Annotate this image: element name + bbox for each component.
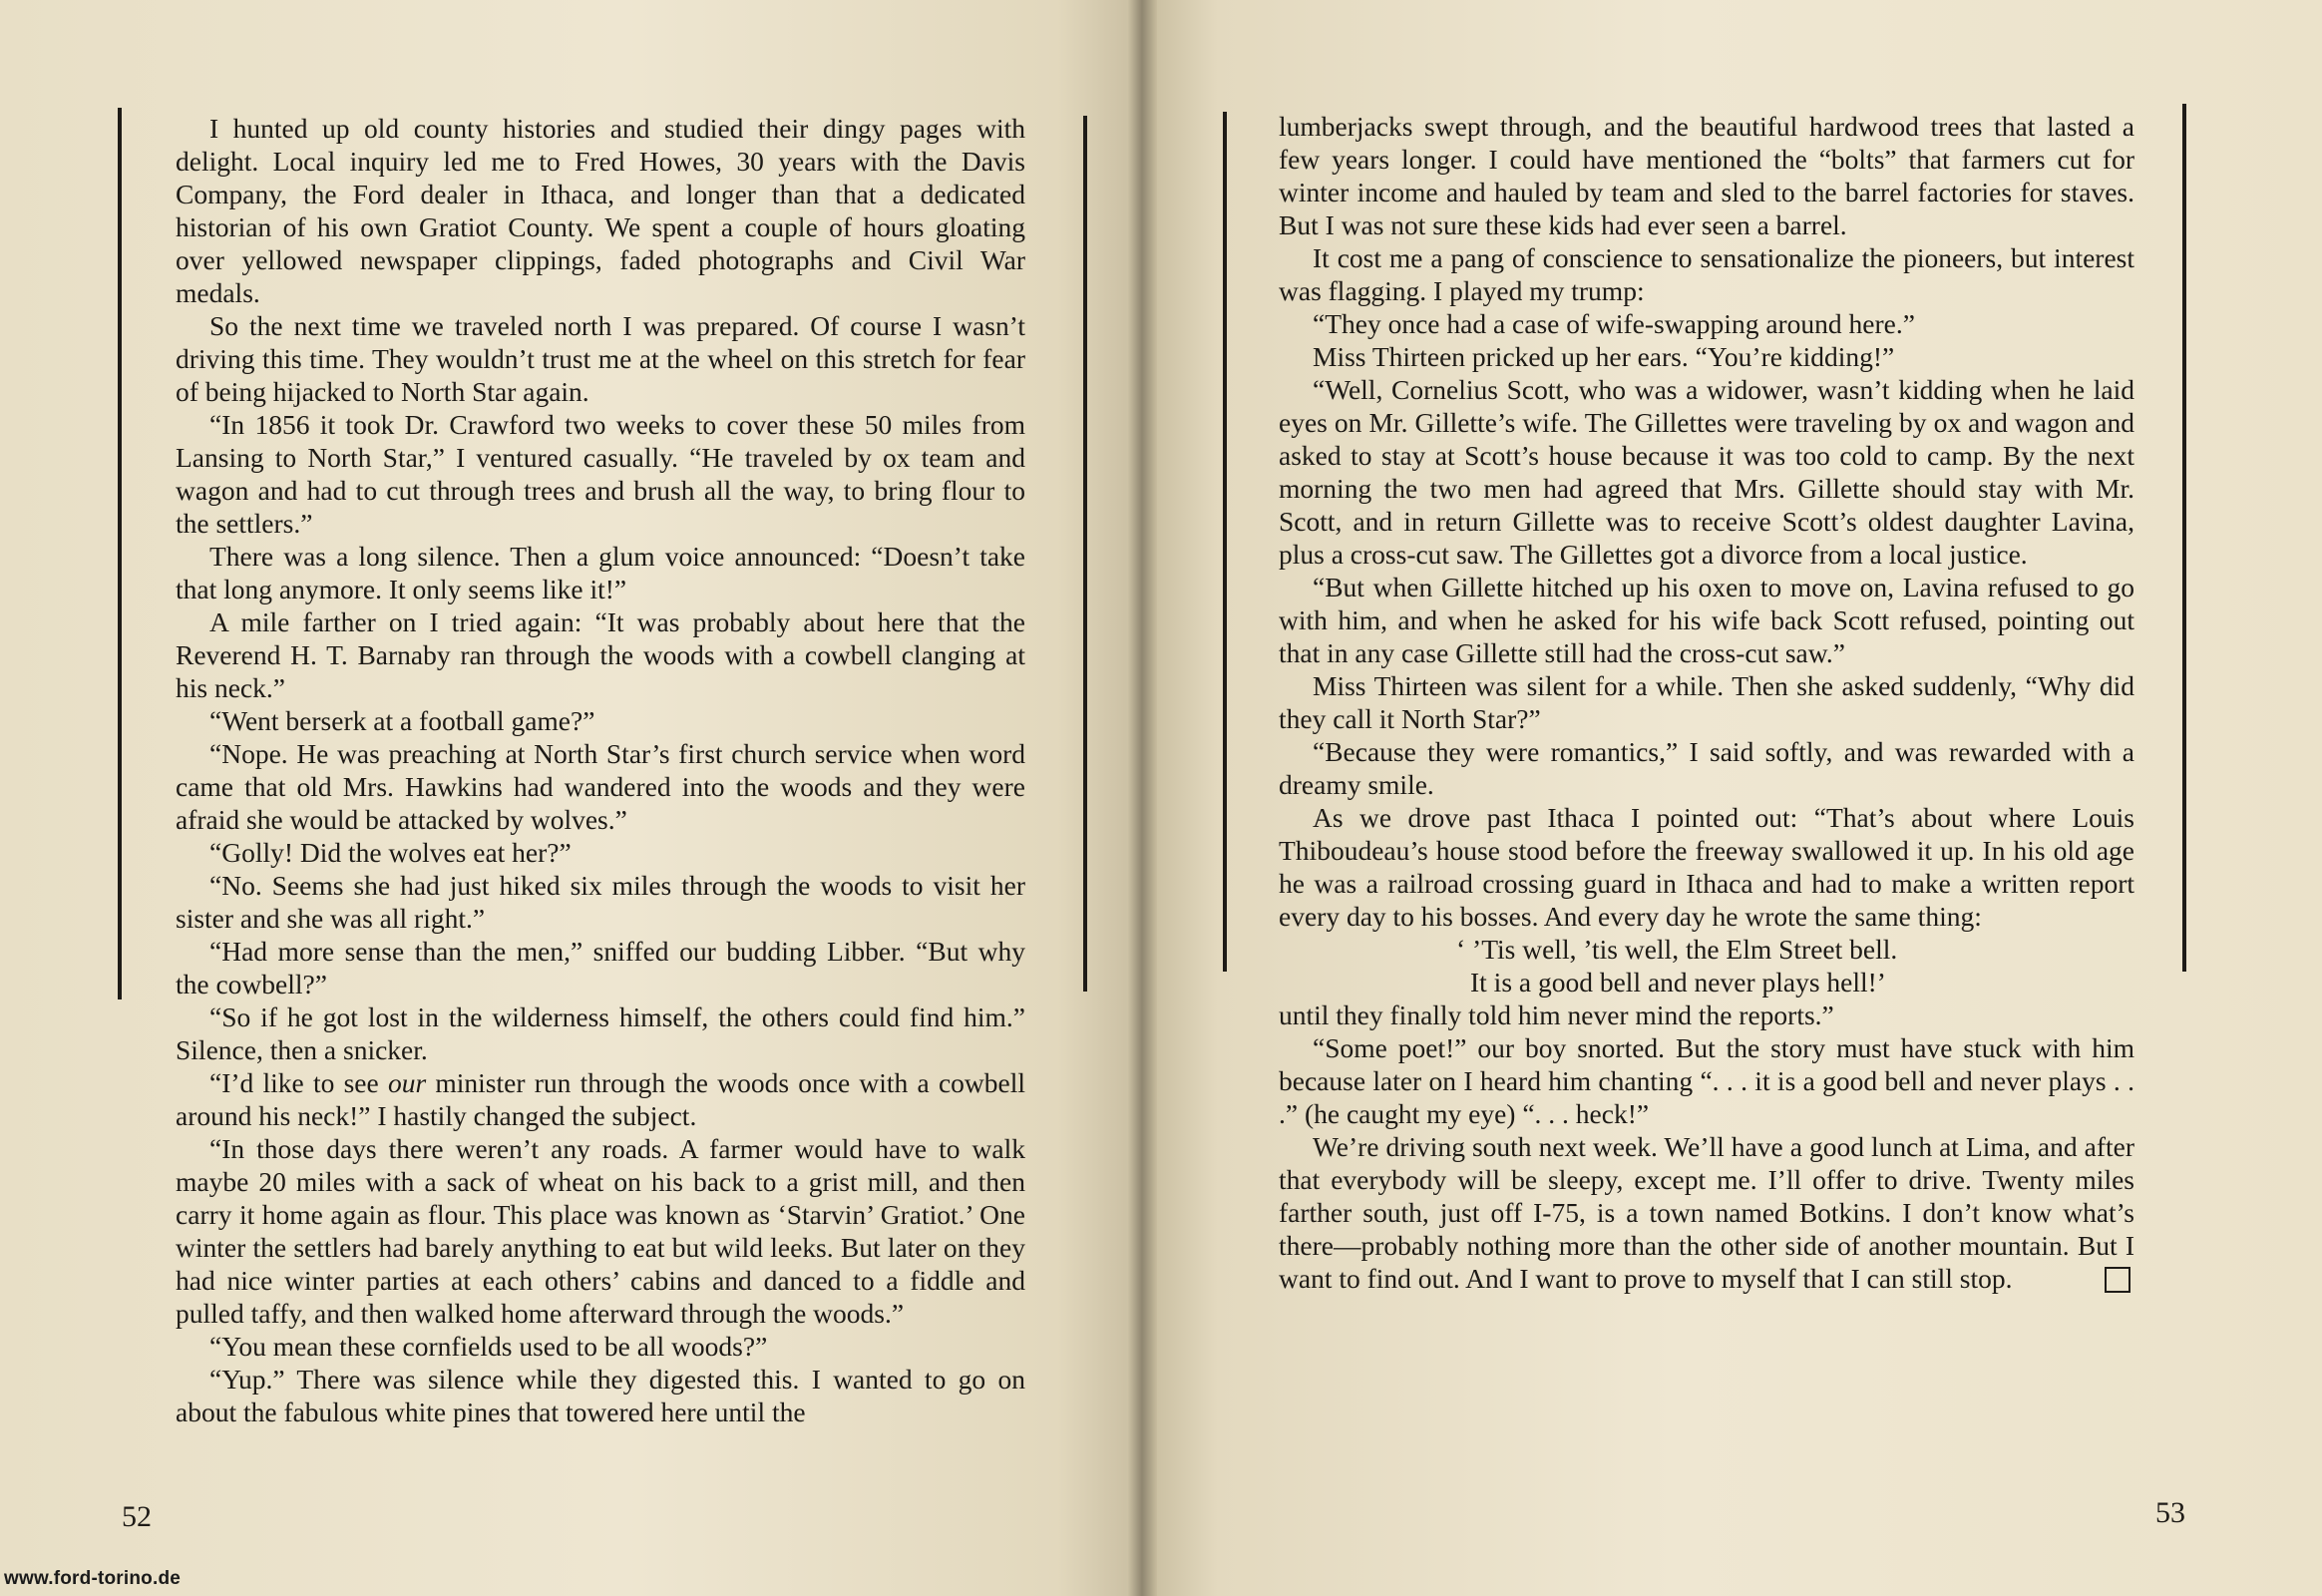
paragraph [1279,241,2134,307]
paragraph-text: As we drove past Ithaca I pointed out: “That’s about where Louis Thiboudeau’s house stood before the freeway swallowed it up. In his old age he was a railroad crossing guard in Ithaca and had to make a written report every day to his bosses. And every day he wrote the same thing: [1279,802,2134,932]
left-page-outer-rule [118,108,122,999]
paragraph-text: lumberjacks swept through, and the beautiful hardwood trees that lasted a few years longer. I could have mentioned the “bolts” that farmers cut for winter income and hauled by team and sled to the barrel factories for staves. But I was not sure these kids had ever seen a barrel. [1279,111,2134,240]
paragraph [1279,735,2134,801]
paragraph [176,309,1025,408]
paragraph-text: There was a long silence. Then a glum voice announced: “Doesn’t take that long anymore. It only seems like it!” [176,541,1025,604]
paragraph [1279,373,2134,571]
right-page-inner-rule [1223,112,1227,972]
paragraph-text: “Nope. He was preaching at North Star’s first church service when word came that old Mrs. Hawkins had wandered into the woods and they were afraid she would be attacked by wolves.” [176,738,1025,835]
paragraph-text: until they finally told him never mind the reports.” [1279,999,1834,1030]
watermark-url: www.ford-torino.de [4,1568,182,1589]
paragraph [1279,1130,2134,1295]
paragraph-text: It cost me a pang of conscience to sensationalize the pioneers, but interest was flagging. I played my trump: [1279,242,2134,306]
paragraph [1279,669,2134,735]
paragraph-text: “Golly! Did the wolves eat her?” [209,837,572,868]
paragraph-text: “But when Gillette hitched up his oxen to move on, Lavina refused to go with him, and when he asked for his wife back Scott refused, pointing out that in any case Gillette still had the cross-cut saw.” [1279,572,2134,668]
right-page-text-column [1279,110,2134,1295]
paragraph [176,605,1025,704]
paragraph [176,112,1025,309]
end-of-article-square-icon [2105,1267,2130,1293]
poem-line: It is a good bell and never plays hell!’ [1470,967,1886,998]
paragraph [1279,998,2134,1031]
paragraph-text: minister run through the woods once with a cowbell around his neck!” I hastily changed the subject. [176,1067,1025,1131]
paragraph-text: So the next time we traveled north I was prepared. Of course I wasn’t driving this time. They wouldn’t trust me at the wheel on this stretch for fear of being hijacked to North Star again. [176,310,1025,407]
paragraph [176,408,1025,540]
paragraph-text: “Yup.” There was silence while they digested this. I wanted to go on about the fabulous white pines that towered here until the [176,1364,1025,1427]
paragraph-text: “You mean these cornfields used to be all woods?” [209,1331,768,1362]
paragraph-text: A mile farther on I tried again: “It was probably about here that the Reverend H. T. Barnaby ran through the woods with a cowbell clanging at his neck.” [176,606,1025,703]
paragraph-text: We’re driving south next week. We’ll have a good lunch at Lima, and after that everybody will be sleepy, except me. I’ll offer to drive. Twenty miles farther south, just off I-75, is a town named Botkins. I don’t know what’s there—probably nothing more than the other side of another mountain. But I want to find out. And I want to prove to myself that I can still stop. [1279,1131,2134,1294]
paragraph-text: “No. Seems she had just hiked six miles through the woods to visit her sister and she was all right.” [176,870,1025,934]
paragraph-text: “Went berserk at a football game?” [209,705,595,736]
paragraph [176,1363,1025,1428]
paragraph [176,836,1025,869]
paragraph [1279,110,2134,241]
paragraph [176,1132,1025,1330]
paragraph-text: “In 1856 it took Dr. Crawford two weeks to cover these 50 miles from Lansing to North Star,” I ventured casually. “He traveled by ox team and wagon and had to cut through trees and brush all the way, to bring flour to the settlers.” [176,409,1025,539]
paragraph [176,1000,1025,1066]
poem-block [1279,933,2134,998]
paragraph [1279,1031,2134,1130]
paragraph-text: “I’d like to see [209,1067,388,1098]
paragraph [1279,571,2134,669]
left-page-inner-rule [1083,116,1087,992]
paragraph-text: “They once had a case of wife-swapping around here.” [1313,308,1915,339]
paragraph [176,704,1025,737]
book-gutter [1127,0,1157,1596]
left-page-text-column [176,112,1025,1428]
paragraph [176,869,1025,935]
paragraph-text: “In those days there weren’t any roads. A farmer would have to walk maybe 20 miles with a sack of wheat on his back to a grist mill, and then carry it home again as flour. This place was known as ‘Starvin’ Gratiot.’ One winter the settlers had barely anything to eat but wild leeks. But later on they had nice winter parties at each others’ cabins and danced to a fiddle and pulled taffy, and then walked home afterward through the woods.” [176,1133,1025,1329]
paragraph-text: “Some poet!” our boy snorted. But the story must have stuck with him because later on I heard him chanting “. . . it is a good bell and never plays . . .” (he caught my eye) “. . . heck!” [1279,1032,2134,1129]
paragraph [176,1330,1025,1363]
paragraph [1279,801,2134,933]
paragraph [176,540,1025,605]
right-page-outer-rule [2182,104,2186,972]
paragraph [1279,340,2134,373]
paragraph-text: “So if he got lost in the wilderness himself, the others could find him.” Silence, then a snicker. [176,1001,1025,1065]
paragraph [176,737,1025,836]
right-page-number: 53 [2155,1496,2185,1529]
paragraph-text: “Had more sense than the men,” sniffed our budding Libber. “But why the cowbell?” [176,936,1025,999]
paragraph [176,1066,1025,1132]
paragraph-text: I hunted up old county histories and studied their dingy pages with delight. Local inquiry led me to Fred Howes, 30 years with the Davis Company, the Ford dealer in Ithaca, and longer than that a dedicated historian of his own Gratiot County. We spent a couple of hours gloating over yellowed newspaper clippings, faded photographs and Civil War medals. [176,113,1025,308]
paragraph [1279,307,2134,340]
paragraph-text: Miss Thirteen pricked up her ears. “You’re kidding!” [1313,341,1895,372]
paragraph-text: “Well, Cornelius Scott, who was a widower, wasn’t kidding when he laid eyes on Mr. Gillette’s wife. The Gillettes were traveling by ox and wagon and asked to stay at Scott’s house because it was too cold to camp. By the next morning the two men had agreed that Mrs. Gillette should stay with Mr. Scott, and in return Gillette was to receive Scott’s oldest daughter Lavina, plus a cross-cut saw. The Gillettes got a divorce from a local justice. [1279,374,2134,570]
paragraph [176,935,1025,1000]
poem-line: ‘ ’Tis well, ’tis well, the Elm Street bell. [1456,934,1898,965]
paragraph-text: “Because they were romantics,” I said softly, and was rewarded with a dreamy smile. [1279,736,2134,800]
left-page-number: 52 [122,1500,152,1533]
paragraph-text: Miss Thirteen was silent for a while. Then she asked suddenly, “Why did they call it North Star?” [1279,670,2134,734]
emphasis-text: our [387,1067,427,1098]
